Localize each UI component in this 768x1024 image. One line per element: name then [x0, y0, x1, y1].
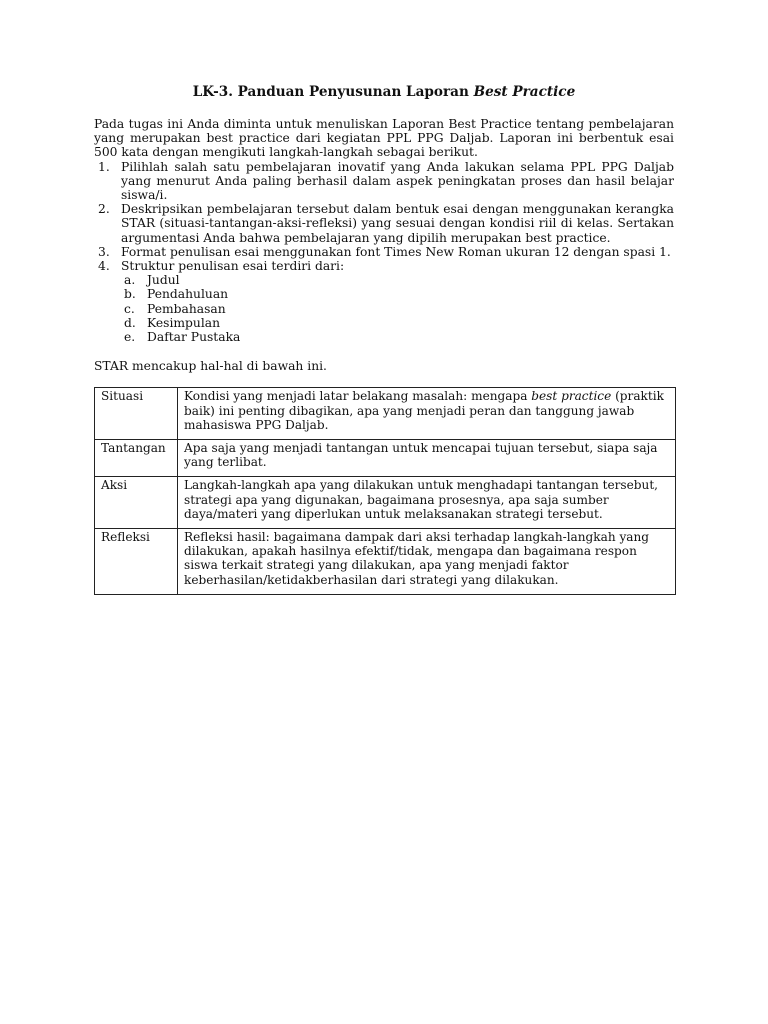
structure-text: Kesimpulan	[147, 315, 221, 330]
desc-text: Kondisi yang menjadi latar belakang masalah: mengapa	[184, 389, 532, 404]
step-item	[94, 202, 674, 245]
document-title	[94, 84, 674, 100]
table-row	[95, 529, 676, 595]
table-row	[95, 477, 676, 529]
document-page	[94, 84, 674, 595]
star-intro: STAR mencakup hal-hal di bawah ini.	[94, 359, 327, 374]
structure-list	[121, 273, 674, 344]
star-table	[94, 387, 676, 594]
step-text: Struktur penulisan esai terdiri dari:	[121, 259, 345, 274]
desc-text-after: (praktik baik) ini penting dibagikan, apa yang menjadi peran dan tanggung jawab mahasiswa PPG Daljab.	[184, 389, 664, 432]
step-text: Pilihlah salah satu pembelajaran inovatif yang Anda lakukan selama PPL PPG Daljab yang menurut Anda paling berhasil dalam aspek peningkatan proses dan hasil belajar siswa/i.	[121, 159, 674, 203]
structure-item	[121, 273, 674, 287]
structure-item	[121, 302, 674, 316]
structure-letter: d.	[124, 315, 136, 330]
star-label: Aksi	[95, 477, 178, 529]
structure-item	[121, 316, 674, 330]
star-description	[178, 388, 676, 440]
structure-text: Pembahasan	[147, 301, 226, 316]
step-number: 3.	[98, 244, 110, 259]
table-row	[95, 440, 676, 477]
step-number: 2.	[98, 202, 110, 217]
desc-text: Refleksi hasil: bagaimana dampak dari aksi terhadap langkah-langkah yang dilakukan, apakah hasilnya efektif/tidak, mengapa dan bagaimana respon siswa terkait strategi yang dilakukan, apa yang menjadi faktor keberhasilan/ketidakberhasilan dari strategi yang dilakukan.	[184, 530, 650, 587]
table-row	[95, 388, 676, 440]
desc-text: Apa saja yang menjadi tantangan untuk mencapai tujuan tersebut, siapa saja yang terlibat.	[184, 441, 658, 470]
structure-letter: c.	[124, 301, 135, 316]
title-emphasis: Best Practice	[473, 84, 576, 100]
star-label: Tantangan	[95, 440, 178, 477]
star-label: Situasi	[95, 388, 178, 440]
structure-text: Pendahuluan	[147, 287, 229, 302]
steps-list	[94, 160, 674, 345]
structure-item	[121, 330, 674, 344]
structure-letter: a.	[124, 273, 136, 288]
structure-text: Daftar Pustaka	[147, 330, 241, 345]
structure-item	[121, 287, 674, 301]
step-item	[94, 245, 674, 259]
title-main: LK-3. Panduan Penyusunan Laporan	[192, 84, 474, 100]
step-text: Format penulisan esai menggunakan font Times New Roman ukuran 12 dengan spasi 1.	[121, 244, 671, 259]
step-item	[94, 160, 674, 203]
star-description	[178, 477, 676, 529]
step-text: Deskripsikan pembelajaran tersebut dalam bentuk esai dengan menggunakan kerangka STAR (situasi-tantangan-aksi-refleksi) yang sesuai dengan kondisi riil di kelas. Sertakan argumentasi Anda bahwa pembelajaran yang dipilih merupakan best practice.	[121, 202, 674, 245]
structure-letter: e.	[124, 330, 136, 345]
step-item	[94, 259, 674, 344]
star-description	[178, 440, 676, 477]
step-number: 1.	[98, 159, 110, 174]
intro-paragraph: Pada tugas ini Anda diminta untuk menuliskan Laporan Best Practice tentang pembelajaran yang merupakan best practice dari kegiatan PPL PPG Daljab. Laporan ini berbentuk esai 500 kata dengan mengikuti langkah-langkah sebagai berikut.	[94, 117, 674, 160]
desc-emphasis: best practice	[531, 389, 612, 404]
step-number: 4.	[98, 259, 110, 274]
star-label: Refleksi	[95, 529, 178, 595]
star-description	[178, 529, 676, 595]
structure-text: Judul	[147, 273, 180, 288]
structure-letter: b.	[124, 287, 136, 302]
desc-text: Langkah-langkah apa yang dilakukan untuk menghadapi tantangan tersebut, strategi apa yang digunakan, bagaimana prosesnya, apa saja sumber daya/materi yang diperlukan untuk melaksanakan strategi tersebut.	[184, 478, 659, 521]
